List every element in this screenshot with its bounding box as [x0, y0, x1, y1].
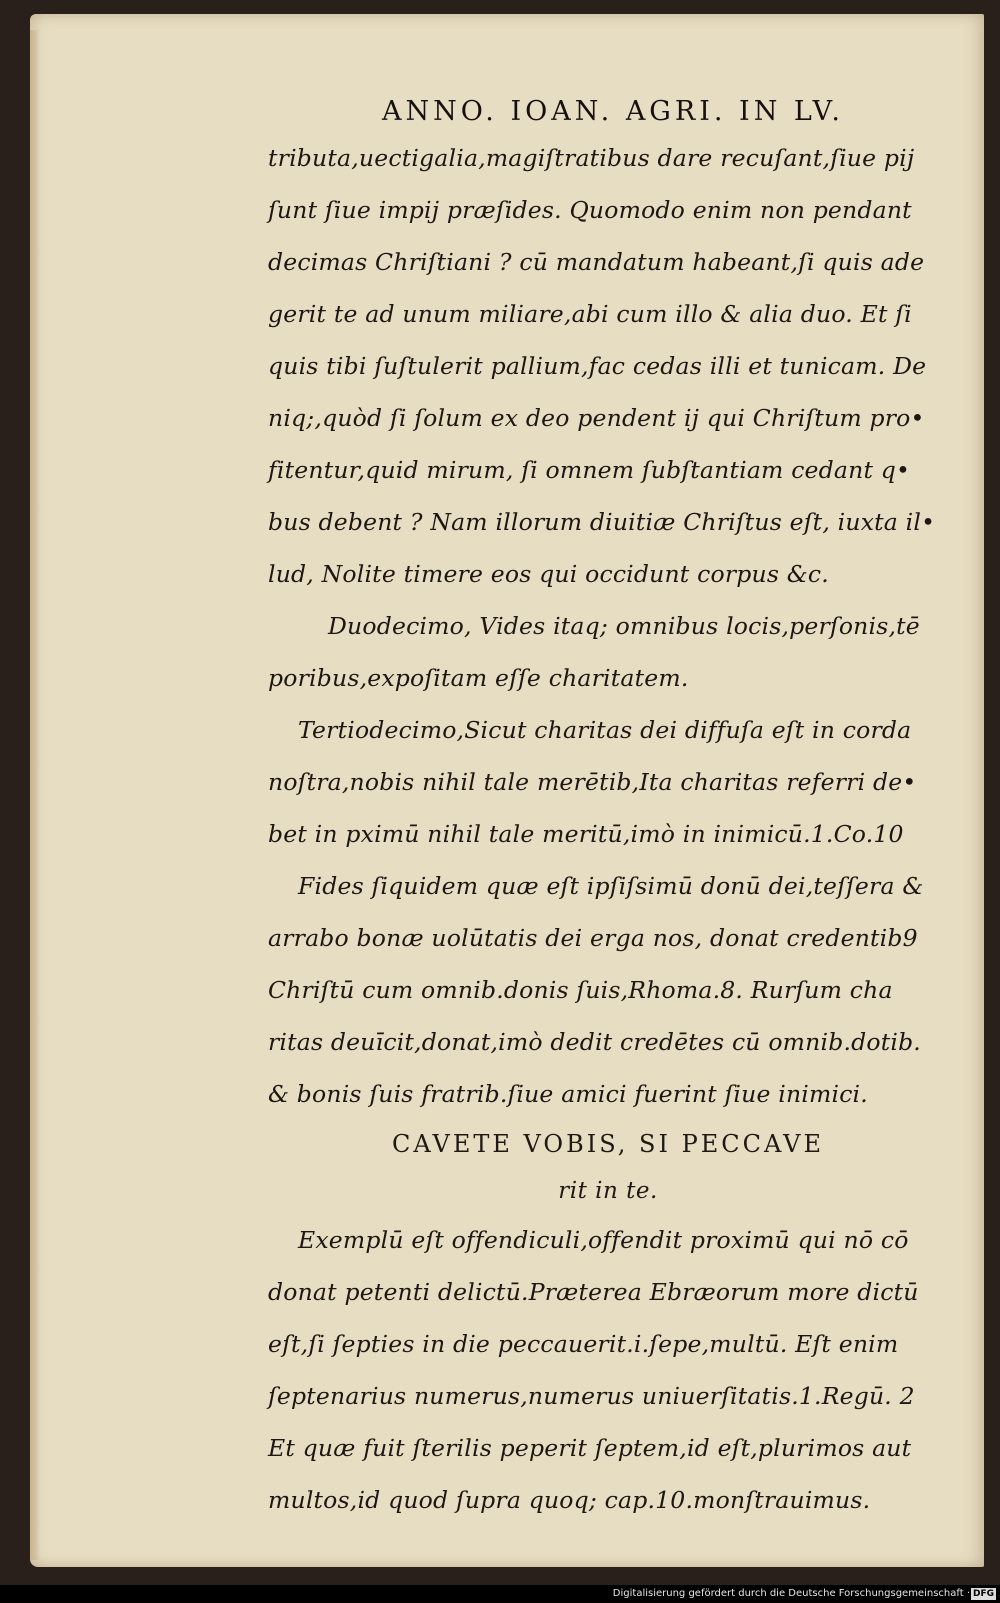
text-line: & bonis ſuis fratrib.ſiue amici fuerint ſiue inimici.: [268, 1080, 868, 1108]
page-edge-shadow: [30, 30, 40, 1560]
text-line: bet in pximū nihil tale meritū,imò in inimicū.1.Co.10: [268, 820, 904, 848]
section-heading-continuation: rit in te.: [558, 1178, 658, 1204]
text-line: Fides ſiquidem quæ eſt ipſiſsimū donū dei,teſſera &: [298, 872, 924, 900]
text-line: noſtra,nobis nihil tale merētib,Ita charitas referri de•: [268, 768, 917, 796]
text-line: lud, Nolite timere eos qui occidunt corpus &c.: [268, 560, 829, 588]
text-line: gerit te ad unum miliare,abi cum illo & alia duo. Et ſi: [268, 300, 912, 328]
text-line: donat petenti delictū.Præterea Ebræorum more dictū: [268, 1278, 919, 1306]
text-line: ritas deuīcit,donat,imò dedit credētes cū omnib.dotib.: [268, 1028, 921, 1056]
text-line: poribus,expoſitam eſſe charitatem.: [268, 664, 689, 692]
text-line: Exemplū eſt offendiculi,offendit proximū qui nō cō: [298, 1226, 909, 1254]
text-line: niq;,quòd ſi ſolum ex deo pendent ij qui Chriſtum pro•: [268, 404, 925, 432]
text-line: tributa,uectigalia,magiſtratibus dare recuſant,ſiue pij: [268, 144, 915, 172]
running-head: ANNO. IOAN. AGRI. IN LV.: [381, 96, 845, 127]
text-line: arrabo bonæ uolūtatis dei erga nos, donat credentib9: [268, 924, 918, 952]
text-line: fitentur,quid mirum, ſi omnem ſubſtantiam cedant q•: [268, 456, 911, 484]
text-line: decimas Chriſtiani ? cū mandatum habeant,ſi quis ade: [268, 248, 925, 276]
text-line: Tertiodecimo,Sicut charitas dei diffuſa eſt in corda: [298, 716, 912, 744]
text-line: multos,id quod ſupra quoq; cap.10.monſtrauimus.: [268, 1486, 871, 1514]
footer-credit: Digitalisierung gefördert durch die Deutsche Forschungsgemeinschaft ·: [612, 1588, 970, 1599]
text-block: [268, 92, 948, 1526]
dfg-logo: DFG: [972, 1589, 994, 1599]
text-line: ſunt ſiue impij præſides. Quomodo enim non pendant: [268, 196, 912, 224]
text-line: bus debent ? Nam illorum diuitiæ Chriſtus eſt, iuxta il•: [268, 508, 936, 536]
section-heading: CAVETE VOBIS, SI PECCAVE: [392, 1130, 824, 1158]
text-line: quis tibi ſuſtulerit pallium,fac cedas illi et tunicam. De: [268, 352, 927, 380]
text-line: Duodecimo, Vides itaq; omnibus locis,perſonis,tē: [328, 612, 920, 640]
text-line: Et quæ fuit ſterilis peperit ſeptem,id eſt,plurimos aut: [268, 1434, 912, 1462]
text-line: ſeptenarius numerus,numerus uniuerſitatis.1.Regū. 2: [268, 1382, 915, 1410]
text-line: eſt,ſi ſepties in die peccauerit.i.ſepe,multū. Eſt enim: [268, 1330, 899, 1358]
text-line: Chriſtū cum omnib.donis ſuis,Rhoma.8. Rurſum cha: [268, 976, 893, 1004]
